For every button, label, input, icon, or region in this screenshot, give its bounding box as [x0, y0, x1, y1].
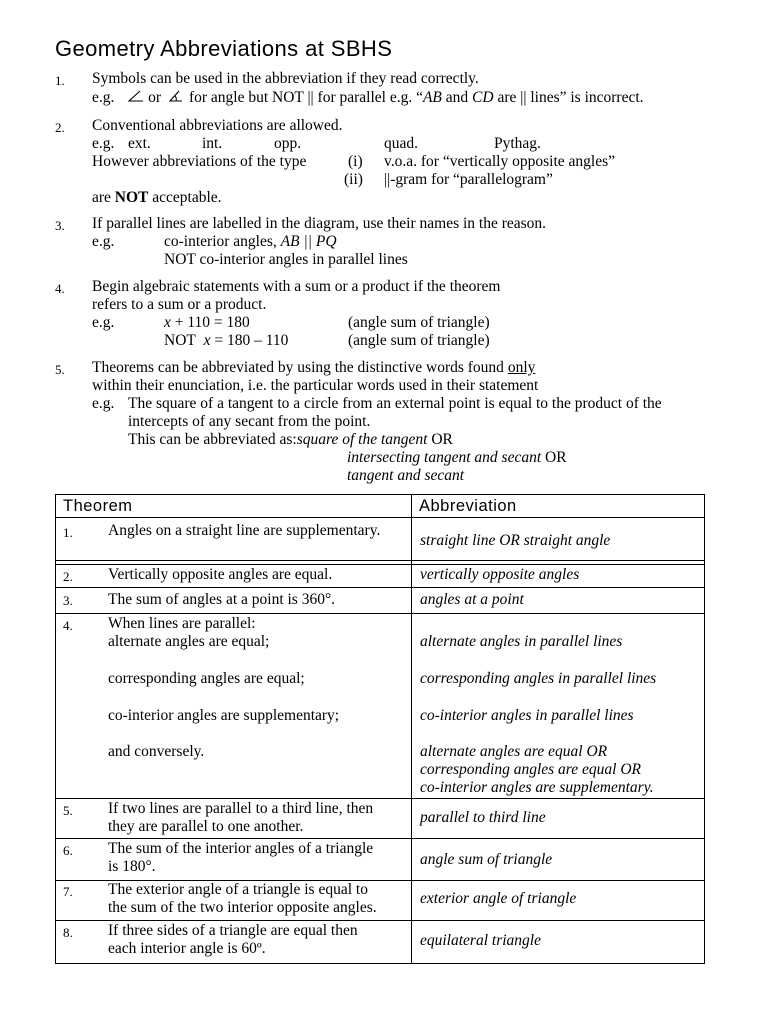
abbreviation-cell: vertically opposite angles	[420, 566, 580, 583]
row-number: 4.	[63, 618, 73, 633]
item-text: for angle but NOT || for parallel e.g. “	[188, 89, 423, 106]
reason-2: (angle sum of triangle)	[348, 332, 490, 349]
table-row	[56, 587, 704, 613]
example-a: co-interior angles,	[164, 233, 281, 250]
theorem-cell: If three sides of a triangle are equal then	[108, 922, 358, 939]
eg-label: e.g.	[92, 89, 115, 106]
abbreviation-cell: angle sum of triangle	[420, 851, 553, 868]
item-text: Symbols can be used in the abbreviation if they read correctly.	[92, 70, 479, 87]
line-cd: CD	[472, 89, 494, 106]
item-text: within their enunciation, i.e. the particular words used in their statement	[92, 377, 539, 394]
text-part: This can be abbreviated as:	[128, 431, 297, 448]
equation-1	[164, 314, 250, 332]
and-word: and	[441, 89, 473, 106]
abbreviation-cell: alternate angles are equal OR	[420, 743, 608, 760]
example-text	[128, 431, 453, 449]
theorem-table	[55, 494, 705, 964]
table-header-theorem: Theorem	[63, 497, 133, 515]
example-text: intercepts of any secant from the point.	[128, 413, 371, 430]
item-text	[92, 359, 535, 377]
var-x: x	[203, 332, 211, 349]
list-item-3	[55, 215, 715, 271]
row-divider	[56, 560, 704, 561]
page-title: Geometry Abbreviations at SBHS	[55, 36, 393, 61]
list-item-1	[55, 70, 715, 110]
abbrev-quad: quad.	[384, 135, 419, 152]
abbreviation-cell: corresponding angles in parallel lines	[420, 670, 657, 687]
theorem-cell: corresponding angles are equal;	[108, 670, 305, 687]
or-word: OR	[541, 449, 567, 466]
or-word: or	[148, 89, 162, 106]
abbreviation-cell: exterior angle of triangle	[420, 890, 577, 907]
eg-label: e.g.	[92, 233, 115, 250]
table-row	[56, 880, 704, 920]
theorem-cell: they are parallel to one another.	[108, 818, 304, 835]
row-number: 5.	[63, 803, 73, 818]
item-number: 2.	[55, 120, 65, 135]
example-text: The square of a tangent to a circle from an external point is equal to the product of the	[128, 395, 662, 412]
abbreviation-cell: equilateral triangle	[420, 932, 541, 949]
abbreviation-cell: corresponding angles are equal OR	[420, 761, 641, 778]
table-row	[56, 613, 704, 798]
theorem-cell: The sum of the interior angles of a triangle	[108, 840, 374, 857]
abbrev-int: int.	[202, 135, 223, 152]
theorem-cell: Vertically opposite angles are equal.	[108, 566, 333, 583]
item-text: However abbreviations of the type	[92, 153, 307, 170]
line-ab: AB	[422, 89, 442, 106]
only-word: only	[507, 359, 536, 376]
row-number: 8.	[63, 925, 73, 940]
row-number: 2.	[63, 569, 73, 584]
table-row	[56, 564, 704, 587]
item-number: 3.	[55, 218, 65, 233]
example-text	[347, 467, 464, 485]
theorem-cell: If two lines are parallel to a third line, then	[108, 800, 374, 817]
item-text: Conventional abbreviations are allowed.	[92, 117, 343, 134]
table-row	[56, 838, 704, 880]
equation-rhs: = 180 – 110	[210, 332, 289, 349]
eg-label: e.g.	[92, 135, 115, 152]
reason-1: (angle sum of triangle)	[348, 314, 490, 331]
theorem-cell: When lines are parallel:	[108, 615, 256, 632]
table-row	[56, 517, 704, 560]
theorem-cell: and conversely.	[108, 743, 205, 760]
table-row	[56, 920, 704, 964]
item-number: 4.	[55, 281, 65, 296]
text-part: Theorems can be abbreviated by using the distinctive words found	[92, 359, 508, 376]
table-header-abbreviation: Abbreviation	[419, 497, 517, 515]
abbreviation-cell: parallel to third line	[420, 809, 546, 826]
list-item-2	[55, 117, 715, 207]
row-number: 3.	[63, 593, 73, 608]
eg-label: e.g.	[92, 395, 115, 412]
row-number: 6.	[63, 843, 73, 858]
theorem-cell: each interior angle is 60º.	[108, 940, 266, 957]
equation-2	[164, 332, 288, 350]
theorem-cell: The sum of angles at a point is 360°.	[108, 591, 336, 608]
sub-label-ii: (ii)	[344, 171, 363, 188]
alt-abbrev-1: square of the tangent	[296, 431, 428, 448]
angle-symbol-icon	[128, 89, 144, 107]
item-text: Begin algebraic statements with a sum or a product if the theorem	[92, 278, 501, 295]
sub-text-ii: ||-gram for “parallelogram”	[384, 171, 553, 188]
measured-angle-symbol-icon	[169, 89, 183, 107]
list-item-4	[55, 278, 715, 352]
not-word: NOT	[114, 189, 149, 206]
example-text	[164, 233, 337, 251]
item-example	[92, 89, 644, 107]
abbreviation-cell: angles at a point	[420, 591, 524, 608]
example-text	[347, 449, 567, 467]
not-word: NOT	[164, 332, 196, 349]
item-text: refers to a sum or a product.	[92, 296, 267, 313]
equation-rhs: + 110 = 180	[170, 314, 250, 331]
sub-text-i: v.o.a. for “vertically opposite angles”	[384, 153, 615, 170]
theorem-cell: co-interior angles are supplementary;	[108, 707, 340, 724]
example-lines: AB || PQ	[280, 233, 337, 250]
item-text: If parallel lines are labelled in the diagram, use their names in the reason.	[92, 215, 547, 232]
theorem-cell: is 180°.	[108, 858, 156, 875]
theorem-cell: The exterior angle of a triangle is equal to	[108, 881, 368, 898]
abbreviation-cell: alternate angles in parallel lines	[420, 633, 623, 650]
theorem-cell: Angles on a straight line are supplementary.	[108, 522, 381, 539]
item-text: are || lines” is incorrect.	[493, 89, 644, 106]
eg-label: e.g.	[92, 314, 115, 331]
abbreviation-cell: co-interior angles are supplementary.	[420, 779, 654, 796]
item-number: 1.	[55, 73, 65, 88]
item-number: 5.	[55, 362, 65, 377]
row-number: 1.	[63, 525, 73, 540]
abbrev-ext: ext.	[128, 135, 151, 152]
var-x: x	[164, 314, 171, 331]
sub-label-i: (i)	[348, 153, 363, 170]
are-word: are	[92, 189, 115, 206]
abbrev-pythag: Pythag.	[494, 135, 541, 152]
acceptable-word: acceptable.	[148, 189, 222, 206]
theorem-cell: alternate angles are equal;	[108, 633, 270, 650]
alt-abbrev-3: tangent and secant	[347, 467, 465, 484]
row-number: 7.	[63, 884, 73, 899]
example-text: NOT co-interior angles in parallel lines	[164, 251, 408, 268]
abbrev-opp: opp.	[274, 135, 302, 152]
alt-abbrev-2: intersecting tangent and secant	[347, 449, 542, 466]
abbreviation-cell: straight line OR straight angle	[420, 532, 611, 549]
list-item-5	[55, 359, 715, 489]
table-row	[56, 798, 704, 838]
or-word: OR	[427, 431, 453, 448]
abbreviation-cell: co-interior angles in parallel lines	[420, 707, 634, 724]
item-text	[92, 189, 222, 207]
theorem-cell: the sum of the two interior opposite angles.	[108, 899, 377, 916]
